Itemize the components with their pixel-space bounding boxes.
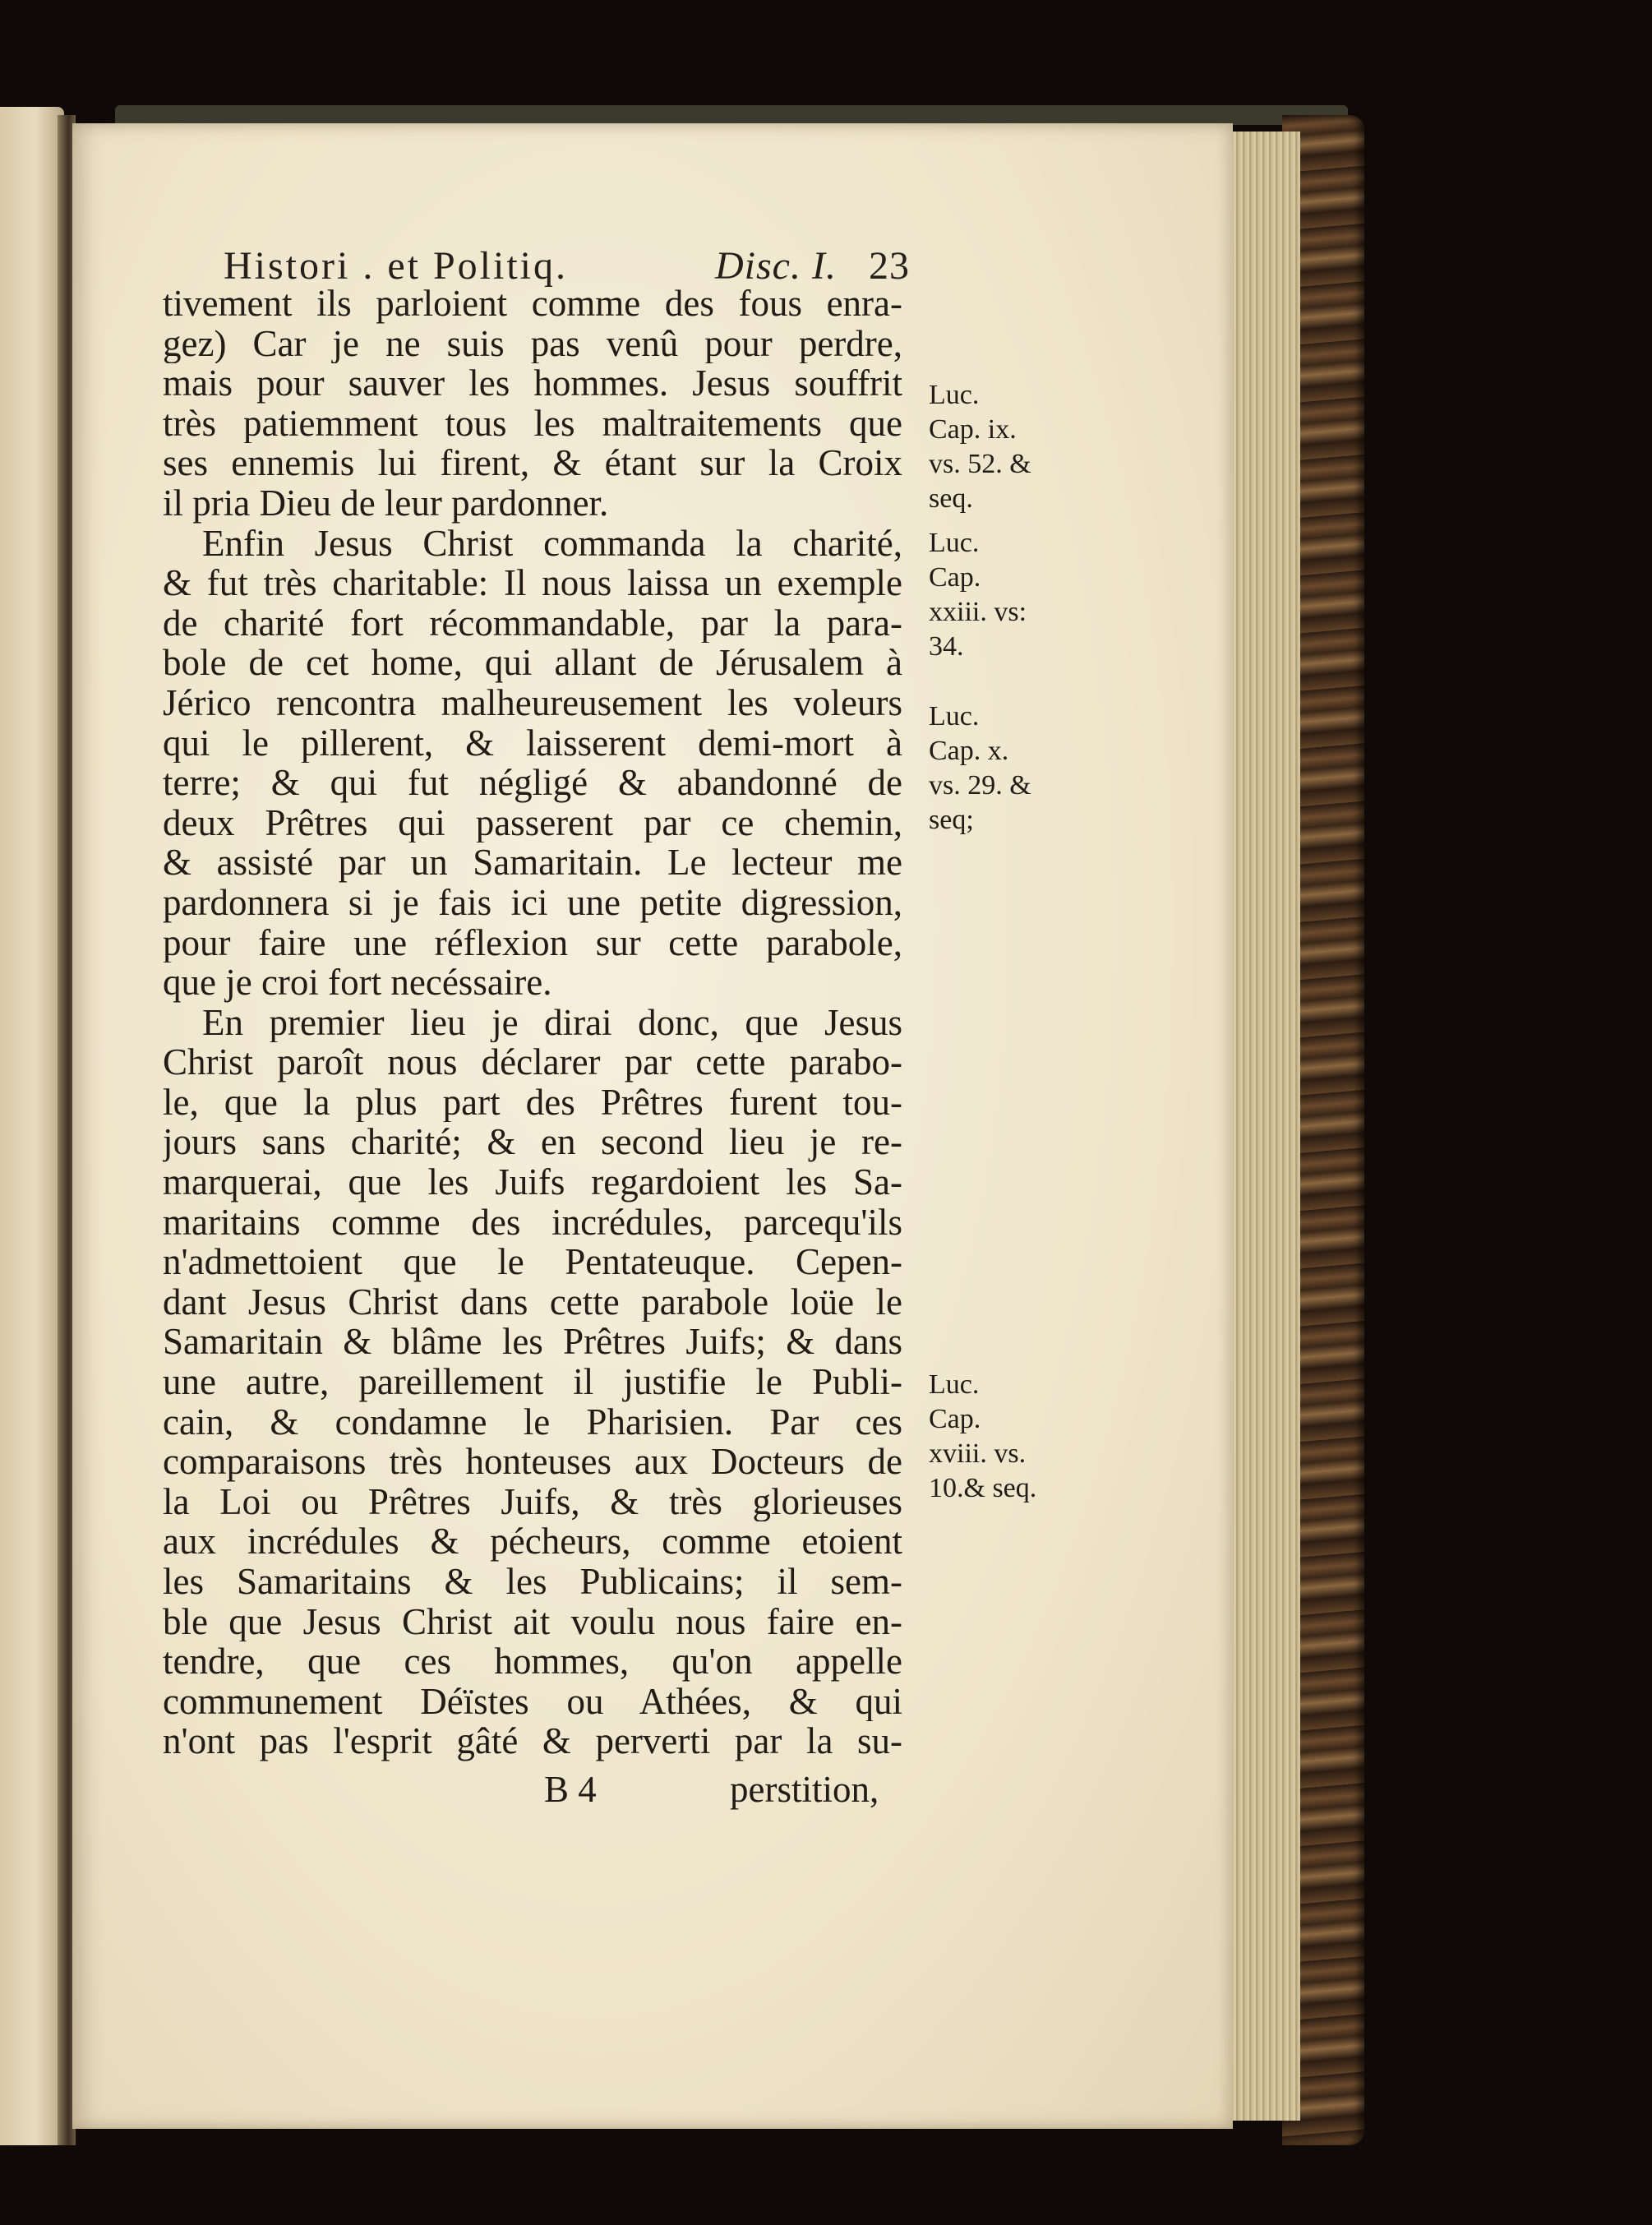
text-line: & fut très charitable: Il nous laissa un exemple [163,563,902,603]
text-line: Samaritain & blâme les Prêtres Juifs; & dans [163,1322,902,1363]
text-line: marquerai, que les Juifs regardoient les Sa- [163,1162,902,1203]
margin-note-line: Luc. [929,1369,980,1400]
text-line: tivement ils parloient comme des fous enra- [163,284,902,324]
page-number: 23 [869,244,910,288]
margin-note-luc-18 [929,1368,1077,1506]
text-line: pardonnera si je fais ici une petite digression, [163,882,902,923]
text-line: dant Jesus Christ dans cette parabole loüe le [163,1281,902,1323]
margin-note-line: vs. 52. & [929,449,1031,479]
text-line: qui le pillerent, & laisserent demi-mort à [163,722,902,764]
page-fore-edge [1225,132,1300,2121]
margin-note-line: Cap. ix. [929,414,1017,445]
margin-note-line: Cap. x. [929,736,1009,766]
margin-note-line: Luc. [929,701,980,732]
text-line: la Loi ou Prêtres Juifs, & très glorieuses [163,1481,902,1522]
text-line: il pria Dieu de leur pardonner. [163,482,609,524]
discourse-label: Disc. I. [715,244,837,288]
text-line: tendre, que ces hommes, qu'on appelle [163,1641,902,1682]
margin-note-luc-9 [929,378,1077,516]
margin-note-luc-23 [929,526,1077,664]
text-line: Jérico rencontra malheureusement les voleurs [163,682,902,723]
margin-note-line: Cap. [929,562,981,593]
margin-note-line: Cap. [929,1404,981,1434]
margin-note-line: xxiii. vs: [929,597,1027,627]
text-line: les Samaritains & les Publicains; il sem- [163,1562,902,1602]
body-text [163,284,902,1761]
margin-note-line: 34. [929,631,964,662]
margin-note-line: seq; [929,805,974,835]
text-line: terre; & qui fut négligé & abandonné de [163,763,902,803]
signature-mark: B 4 [544,1769,597,1810]
text-line: ses ennemis lui firent, & étant sur la Croix [163,443,902,483]
text-line: communement Déïstes ou Athées, & qui [163,1681,902,1722]
running-title: Histori . et Politiq. [224,244,569,288]
text-line: mais pour sauver les hommes. Jesus souffrit [163,363,902,404]
facing-page-edge [0,107,64,2145]
text-line: comparaisons très honteuses aux Docteurs de [163,1442,902,1482]
text-line: ble que Jesus Christ ait voulu nous faire en- [163,1601,902,1642]
cover-top-edge [115,105,1348,125]
text-line: gez) Car je ne suis pas venû pour perdre, [163,323,902,364]
text-line: aux incrédules & pécheurs, comme etoient [163,1521,902,1562]
running-header [224,243,910,289]
text-line: Enfin Jesus Christ commanda la charité, [202,523,902,564]
catchword: perstition, [730,1769,879,1810]
text-line: maritains comme des incrédules, parcequ'ils [163,1202,902,1243]
text-line: & assisté par un Samaritain. Le lecteur me [163,842,902,883]
text-line: n'ont pas l'esprit gâté & perverti par la su- [163,1721,902,1761]
margin-note-line: xviii. vs. [929,1438,1027,1469]
text-line: de charité fort récommandable, par la para- [163,602,902,644]
text-line: une autre, pareillement il justifie le Publi- [163,1362,902,1402]
text-line: que je croi fort necéssaire. [163,962,552,1003]
margin-note-line: vs. 29. & [929,770,1031,801]
margin-note-luc-10 [929,699,1077,838]
margin-note-line: Luc. [929,528,980,558]
text-line: bole de cet home, qui allant de Jérusalem à [163,643,902,683]
text-line: pour faire une réflexion sur cette parabole, [163,922,902,963]
text-line: le, que la plus part des Prêtres furent tou- [163,1082,902,1123]
text-line: très patiemment tous les maltraitements que [163,403,902,444]
text-line: cain, & condamne le Pharisien. Par ces [163,1401,902,1443]
margin-note-line: seq. [929,483,973,514]
margin-note-line: Luc. [929,380,980,410]
text-line: En premier lieu je dirai donc, que Jesus [202,1002,902,1043]
text-line: Christ paroît nous déclarer par cette parabo- [163,1042,902,1082]
margin-note-line: 10.& seq. [929,1473,1037,1503]
text-line: n'admettoient que le Pentateuque. Cepen- [163,1242,902,1282]
text-line: deux Prêtres qui passerent par ce chemin, [163,802,902,843]
text-line: jours sans charité; & en second lieu je re- [163,1122,902,1163]
